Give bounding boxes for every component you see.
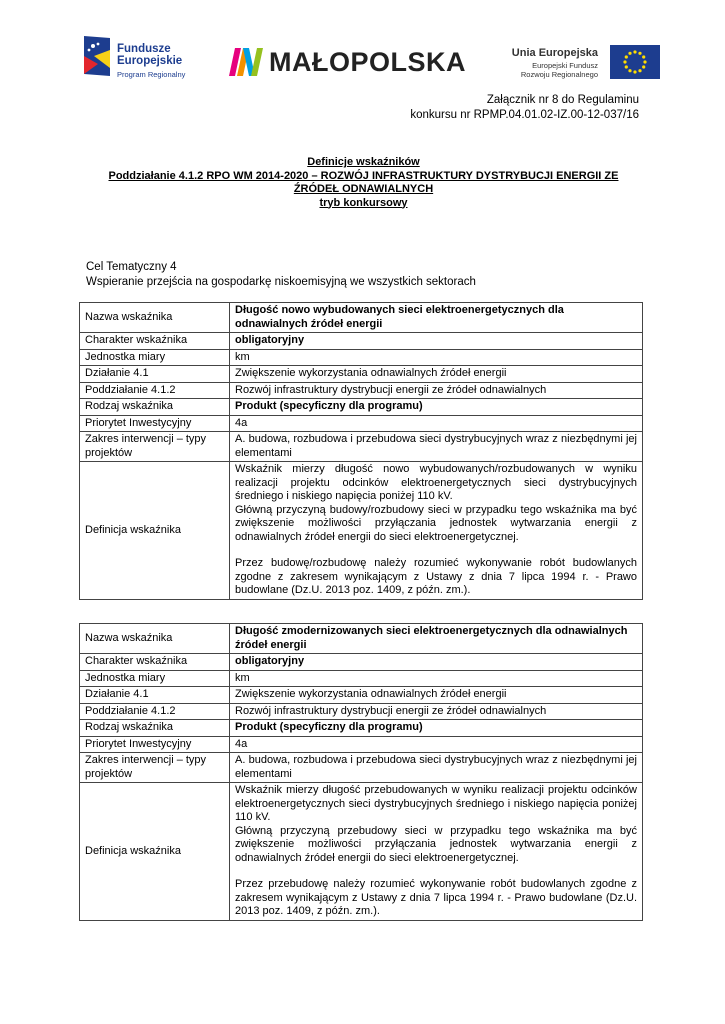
eu-logo-line3: Rozwoju Regionalnego: [520, 70, 598, 79]
eu-logo: [510, 36, 660, 86]
definition-paragraph-1: Wskaźnik mierzy długość przebudowanych w wyniku realizacji projektu odcinków elektroenergetycznych sieci dystrybucyjnych średniego i niskiego napięcia poniżej 110 kV.: [235, 784, 637, 823]
attachment-note: [410, 93, 639, 123]
indicator-table-1: [79, 302, 643, 600]
paragraph-gap: [235, 544, 637, 557]
definition-paragraph-2: Główną przyczyną budowy/rozbudowy sieci w przypadku tego wskaźnika ma być zwiększenie możliwości przyłączania jednostek wytwarzania energii z odnawialnych źródeł energii do sieci elektroenergetycznej.: [235, 503, 637, 543]
indicator-priority: 4a: [230, 736, 643, 753]
definition-paragraph-2: Główną przyczyną przebudowy sieci w przypadku tego wskaźnika ma być zwiększenie możliwości przyłączania jednostek wytwarzania energii z odnawialnych źródeł energii do sieci elektroenergetycznej.: [235, 824, 637, 864]
document-subtitle: Poddziałanie 4.1.2 RPO WM 2014-2020 – ROZWÓJ INFRASTRUKTURY DYSTRYBUCJI ENERGII ZE ŹRÓDEŁ ODNAWIALNYCH: [108, 169, 619, 195]
label-type: Rodzaj wskaźnika: [80, 399, 230, 416]
indicator-character: obligatoryjny: [230, 333, 643, 350]
table-row: [80, 399, 643, 416]
table-row: [80, 415, 643, 432]
indicator-unit: km: [230, 670, 643, 687]
table-row: [80, 703, 643, 720]
fundusze-flag-icon: [84, 36, 112, 76]
table-row: [80, 333, 643, 350]
attachment-line1: Załącznik nr 8 do Regulaminu: [486, 94, 639, 106]
table-row: [80, 753, 643, 783]
label-name: Nazwa wskaźnika: [80, 303, 230, 333]
label-name: Nazwa wskaźnika: [80, 624, 230, 654]
table-row: [80, 736, 643, 753]
indicator-subaction: Rozwój infrastruktury dystrybucji energii ze źródeł odnawialnych: [230, 382, 643, 399]
label-scope: Zakres interwencji – typy projektów: [80, 753, 230, 783]
label-priority: Priorytet Inwestycyjny: [80, 736, 230, 753]
table-row: [80, 670, 643, 687]
table-row: [80, 349, 643, 366]
indicator-scope: A. budowa, rozbudowa i przebudowa sieci dystrybucyjnych wraz z niezbędnymi jej elementami: [230, 432, 643, 462]
objective-line1: Cel Tematyczny 4: [86, 261, 177, 273]
table-row: [80, 720, 643, 737]
thematic-objective: [86, 260, 476, 290]
label-priority: Priorytet Inwestycyjny: [80, 415, 230, 432]
indicator-priority: 4a: [230, 415, 643, 432]
table-row: [80, 783, 643, 921]
table-row: [80, 624, 643, 654]
label-unit: Jednostka miary: [80, 349, 230, 366]
document-mode: tryb konkursowy: [319, 196, 408, 209]
label-character: Charakter wskaźnika: [80, 333, 230, 350]
indicator-unit: km: [230, 349, 643, 366]
label-action: Działanie 4.1: [80, 687, 230, 704]
table-row: [80, 382, 643, 399]
indicator-character: obligatoryjny: [230, 654, 643, 671]
document-title-block: [86, 156, 641, 210]
malopolska-logo: [227, 42, 477, 82]
table-row: [80, 432, 643, 462]
label-type: Rodzaj wskaźnika: [80, 720, 230, 737]
eu-flag-icon: [610, 45, 660, 79]
label-subaction: Poddziałanie 4.1.2: [80, 382, 230, 399]
label-action: Działanie 4.1: [80, 366, 230, 383]
fe-logo-line1: Fundusze: [117, 43, 171, 55]
document-title: Definicje wskaźników: [307, 156, 420, 168]
fe-logo-line2: Europejskie: [117, 55, 183, 67]
indicator-scope: A. budowa, rozbudowa i przebudowa sieci dystrybucyjnych wraz z niezbędnymi jej elementami: [230, 753, 643, 783]
label-unit: Jednostka miary: [80, 670, 230, 687]
malopolska-m-icon: [227, 46, 265, 78]
table-row: [80, 366, 643, 383]
definition-paragraph-3: Przez przebudowę należy rozumieć wykonywanie robót budowlanych zgodne z zakresem wynikającym z Ustawy z dnia 7 lipca 1994 r. - Prawo budowlane (Dz.U. 2013 poz. 1409, z późn. zm.).: [235, 878, 637, 917]
indicator-name: Długość zmodernizowanych sieci elektroenergetycznych dla odnawialnych źródeł energii: [230, 624, 643, 654]
label-character: Charakter wskaźnika: [80, 654, 230, 671]
indicator-name: Długość nowo wybudowanych sieci elektroenergetycznych dla odnawialnych źródeł energii: [230, 303, 643, 333]
fundusze-europejskie-logo: [84, 36, 214, 86]
indicator-definition: [230, 783, 643, 921]
indicator-type: Produkt (specyficzny dla programu): [230, 720, 643, 737]
definition-paragraph-3: Przez budowę/rozbudowę należy rozumieć wykonywanie robót budowlanych zgodne z zakresem wynikającym z Ustawy z dnia 7 lipca 1994 r. - Prawo budowlane (Dz.U. 2013 poz. 1409, z późn. zm.).: [235, 557, 637, 596]
label-definition: Definicja wskaźnika: [80, 462, 230, 600]
definition-paragraph-1: Wskaźnik mierzy długość nowo wybudowanych/rozbudowanych w wyniku realizacji projektu odcinków elektroenergetycznych sieci dystrybucyjnych średniego i niskiego napięcia poniżej 110 kV.: [235, 463, 637, 502]
attachment-line2: konkursu nr RPMP.04.01.02-IZ.00-12-037/16: [410, 109, 639, 121]
label-definition: Definicja wskaźnika: [80, 783, 230, 921]
table-row: [80, 654, 643, 671]
label-scope: Zakres interwencji – typy projektów: [80, 432, 230, 462]
malopolska-logo-text: MAŁOPOLSKA: [269, 47, 466, 77]
table-row: [80, 303, 643, 333]
logo-bar: [84, 36, 660, 86]
indicator-action: Zwiększenie wykorzystania odnawialnych źródeł energii: [230, 366, 643, 383]
table-row: [80, 462, 643, 600]
indicator-subaction: Rozwój infrastruktury dystrybucji energii ze źródeł odnawialnych: [230, 703, 643, 720]
paragraph-gap: [235, 865, 637, 878]
fe-logo-line3: Program Regionalny: [117, 70, 186, 79]
table-row: [80, 687, 643, 704]
eu-logo-line1: Unia Europejska: [511, 47, 598, 59]
indicator-definition: [230, 462, 643, 600]
indicator-type: Produkt (specyficzny dla programu): [230, 399, 643, 416]
objective-line2: Wspieranie przejścia na gospodarkę niskoemisyjną we wszystkich sektorach: [86, 276, 476, 288]
indicator-table-2: [79, 623, 643, 921]
eu-logo-line2: Europejski Fundusz: [532, 61, 598, 70]
indicator-action: Zwiększenie wykorzystania odnawialnych źródeł energii: [230, 687, 643, 704]
label-subaction: Poddziałanie 4.1.2: [80, 703, 230, 720]
